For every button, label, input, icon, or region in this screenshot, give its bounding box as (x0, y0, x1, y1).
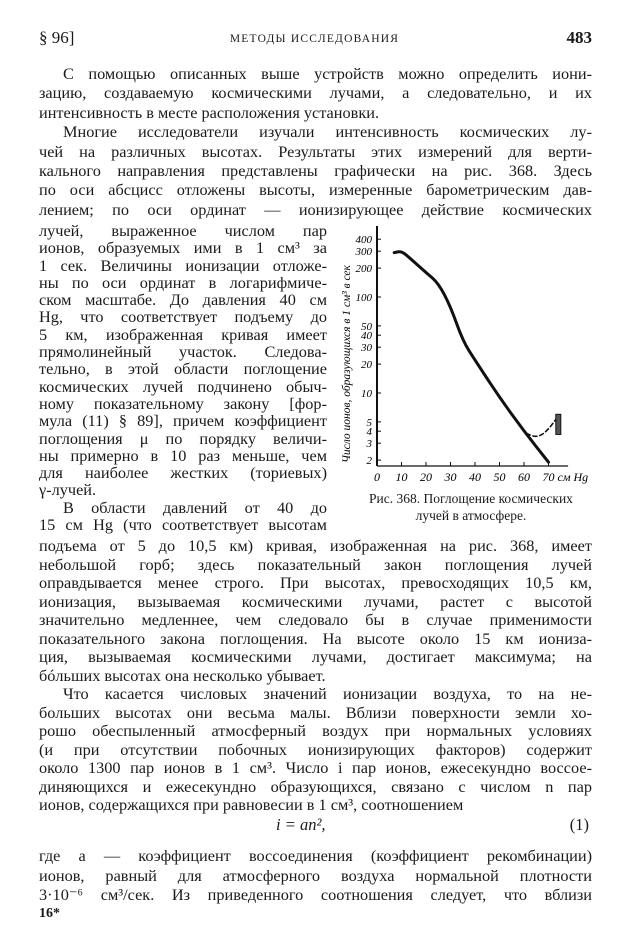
text-line: ионов, содержащихся при равновесии в 1 см³, соотношением (39, 795, 464, 814)
text-line: космических лучей подчинено обыч- (39, 376, 327, 396)
text-line: подъема от 5 до 10,5 км) кривая, изображенная на рис. 368, имеет (39, 536, 592, 555)
running-title: МЕТОДЫ ИССЛЕДОВАНИЯ (229, 33, 400, 45)
y-tick-label: 300 (355, 246, 372, 259)
text-line: где a — коэффициент воссоединения (коэффициент рекомбинации) (39, 846, 592, 865)
y-tick-label: 10 (361, 388, 372, 400)
text-line: прямолинейный участок. Следова- (39, 342, 327, 362)
text-line: бóльших высотах она несколько убывает. (39, 665, 326, 685)
text-line: 15 см Hg (что соответствует высотам (39, 515, 327, 535)
error-bar (556, 414, 561, 434)
text-line: γ-лучей. (39, 480, 97, 500)
text-line: тельно, в этой области поглощение (39, 359, 327, 379)
text-line: ному показательному закону [фор- (39, 393, 327, 413)
y-tick-label: 400 (355, 234, 372, 247)
text-line: мула (11) § 89], причем коэффициент (39, 411, 327, 431)
text-line: поглощения μ по порядку величи- (39, 428, 327, 448)
series-line-sea-level-hump (526, 419, 555, 436)
text-line: кального направления представлены графически на рис. 368. Здесь (39, 161, 592, 181)
equation: i = an², (276, 815, 326, 834)
caption-line: лучей в атмосфере. (415, 508, 527, 523)
y-axis-label: Число ионов, образующихся в 1 см³ в сек (341, 265, 353, 463)
text-line: показательного закона поглощения. На высоте около 15 км иониза- (39, 628, 592, 648)
text-line: ция, вызываемая космическими лучами, достигает максимума; на (39, 647, 592, 666)
text-line: Hg, что соответствует подъему до (39, 307, 327, 327)
y-tick-label: 50 (361, 320, 372, 333)
text-line: ионов, равный для атмосферного воздуха нормальной плотности (39, 865, 592, 885)
text-line: по оси абсцисс отложены высоты, измеренные барометрическим дав- (39, 180, 592, 200)
y-tick-label: 100 (355, 292, 372, 304)
signature-mark: 16* (39, 906, 60, 921)
text-line: около 1300 пар ионов в 1 см³. Число i пар ионов, ежесекундно воссое- (39, 758, 592, 777)
y-tick-label: 2 (366, 455, 372, 468)
page-number: 483 (566, 28, 592, 47)
text-line: В области давлений от 40 до (63, 497, 327, 517)
y-tick-label: 40 (361, 330, 372, 343)
y-tick-label: 5 (366, 416, 372, 429)
x-tick-label: 40 (469, 470, 481, 484)
x-tick-label: 50 (493, 470, 506, 484)
text-line: ионов, образуемых ими в 1 см³ за (39, 238, 327, 258)
text-line: 3·10⁻⁶ см³/сек. Из приведенного соотношения следует, что вблизи (39, 885, 592, 904)
caption-line: Рис. 368. Поглощение космических (369, 491, 573, 506)
text-line: лением; по оси ординат — ионизирующее действие космических (39, 199, 592, 219)
y-tick-label: 4 (366, 426, 372, 439)
text-line: больших высотах они весьма малы. Вблизи поверхности земли хо- (39, 702, 592, 722)
text-line: ионизация, вызываемая космическими лучами, растет с высотой (39, 591, 592, 611)
y-tick-label: 20 (361, 359, 372, 372)
x-tick-label: 30 (444, 470, 457, 484)
text-line: зацию, создаваемую космическими лучами, а следовательно, и их (39, 83, 592, 103)
text-line: диняющихся и ежесекундно образующихся, связано с числом n пар (39, 776, 592, 796)
text-line: С помощью описанных выше устройств можно определить иони- (63, 64, 592, 83)
equation-number: (1) (569, 815, 589, 834)
text-line: 5 км, изображенная кривая имеет (39, 324, 327, 344)
text-line: значительно медленнее, чем следовало бы в случае применимости (39, 610, 592, 629)
text-line: Многие исследователи изучали интенсивность космических лу- (63, 122, 592, 142)
x-tick-label: 0 (374, 470, 380, 484)
x-tick-label: 10 (395, 470, 408, 484)
text-line: оправдывается менее строго. При высотах, превосходящих 10,5 км, (39, 573, 592, 592)
series-line-measured (394, 252, 548, 462)
text-line: для наиболее жестких (ториевых) (39, 463, 327, 483)
figure-caption (340, 490, 602, 524)
text-line: рошо обеспыленный атмосферный воздух при нормальных условиях (39, 721, 592, 740)
text-line: ны примерно в 10 раз меньше, чем (39, 445, 327, 465)
y-tick-label: 3 (366, 438, 372, 451)
section-number: § 96] (39, 28, 75, 47)
y-tick-label: 200 (355, 263, 372, 276)
y-tick-label: 30 (361, 342, 372, 355)
text-line: (и при отсутствии побочных ионизирующих факторов) содержит (39, 739, 592, 759)
text-line: лучей, выраженное числом пар (39, 221, 327, 240)
x-tick-label: 20 (420, 470, 432, 484)
text-line: чей на различных высотах. Результаты этих измерений для верти- (39, 141, 592, 161)
text-line: ском масштабе. До давления 40 см (39, 290, 327, 310)
x-tick-label: 60 (518, 470, 530, 484)
text-line: ны по оси ординат в логарифмиче- (39, 272, 327, 292)
x-tick-label: 70 (542, 470, 555, 484)
text-line: небольшой горб; здесь показательный закон поглощения лучей (39, 554, 592, 574)
x-axis-label: см Hg (557, 470, 589, 484)
text-line: Что касается числовых значений ионизации воздуха, то на не- (63, 684, 592, 703)
text-line: 1 сек. Величины ионизации отложе- (39, 255, 327, 275)
text-line: интенсивность в месте расположения установки. (39, 102, 380, 122)
